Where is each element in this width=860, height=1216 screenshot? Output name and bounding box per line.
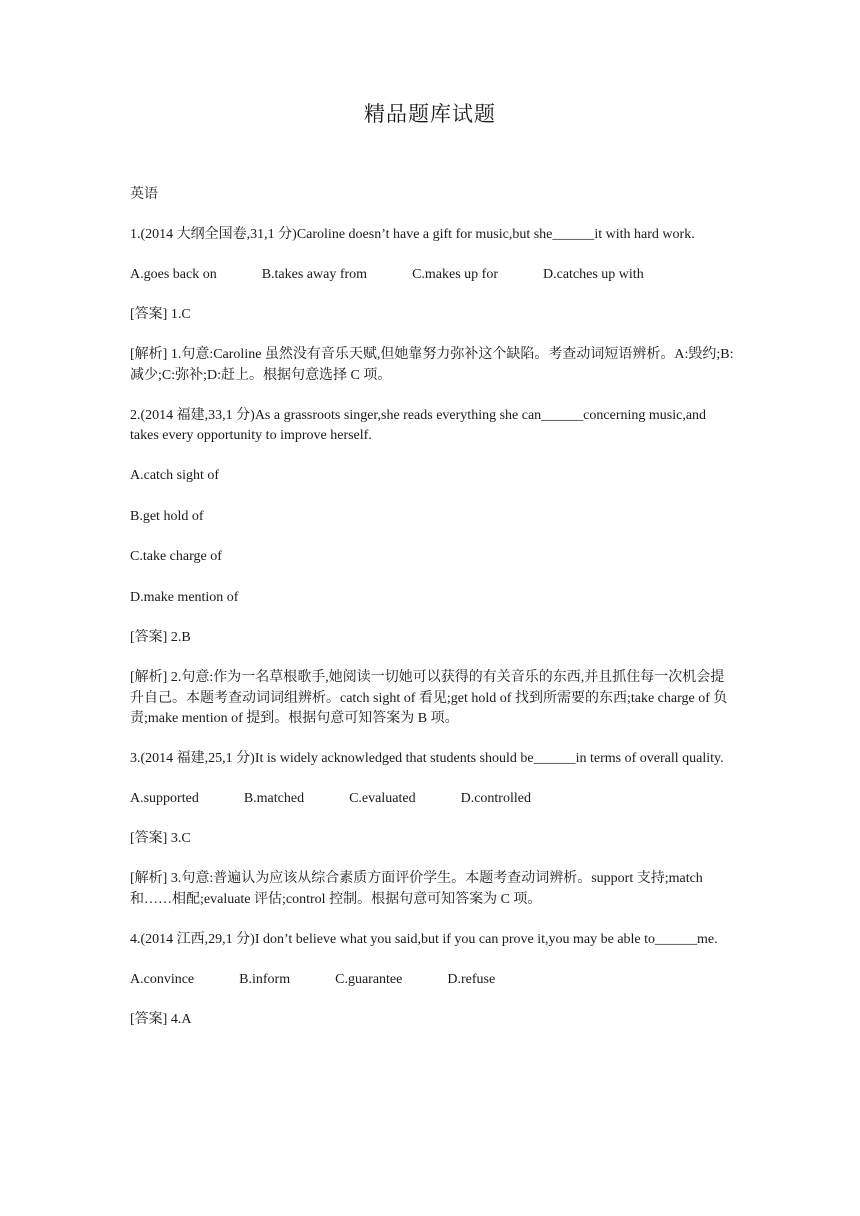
option-d: D.make mention of [130,589,239,605]
question-3-analysis: [解析] 3.句意:普遍认为应该从综合素质方面评价学生。本题考查动词辨析。support 支持;match 和……相配;evaluate 评估;control 控制。根据句意可知答案为 C 项。 [130,871,703,907]
question-3-options [130,789,736,810]
option-c: C.evaluated [349,791,416,806]
question-2-analysis: [解析] 2.句意:作为一名草根歌手,她阅读一切她可以获得的有关音乐的东西,并且抓住每一次机会提升自己。本题考查动词词组辨析。catch sight of 看见;get hold of 找到所需要的东西;take charge of 负责;make mention of 提到。根据句意可知答案为 B 项。 [130,670,728,726]
question-3-stem: 3.(2014 福建,25,1 分)It is widely acknowledged that students should be______in terms of overall quality. [130,751,724,766]
page-title: 精品题库试题 [364,102,496,126]
question-2-answer: [答案] 2.B [130,630,191,645]
option-b: B.get hold of [130,508,204,524]
question-4-options [130,970,736,991]
option-d: D.controlled [460,791,531,806]
question-4-answer: [答案] 4.A [130,1011,192,1027]
question-1-stem: 1.(2014 大纲全国卷,31,1 分)Caroline doesn’t have a gift for music,but she______it with hard work. [130,227,695,242]
option-a: A.goes back on [130,267,217,282]
question-1-options [130,265,736,286]
option-b: B.inform [239,971,291,987]
question-4-stem: 4.(2014 江西,29,1 分)I don’t believe what you said,but if you can prove it,you may be able to______me. [130,931,718,947]
option-b: B.takes away from [261,267,368,282]
question-2-stem: 2.(2014 福建,33,1 分)As a grassroots singer,she reads everything she can______concerning music,and takes every opportunity to improve herself. [130,407,707,443]
document-body [130,185,736,1050]
option-d: D.refuse [447,971,496,987]
question-1-analysis: [解析] 1.句意:Caroline 虽然没有音乐天赋,但她靠努力弥补这个缺陷。考查动词短语辨析。A:毁约;B:减少;C:弥补;D:赶上。根据句意选择 C 项。 [130,347,734,383]
question-3-answer: [答案] 3.C [130,831,191,846]
option-b: B.matched [243,791,305,806]
option-a: A.catch sight of [130,468,220,483]
option-a: A.supported [130,791,199,806]
option-c: C.makes up for [412,267,498,282]
option-c: C.take charge of [130,549,222,564]
option-a: A.convince [130,971,195,987]
question-1-answer: [答案] 1.C [130,307,191,322]
option-d: D.catches up with [543,267,644,282]
option-c: C.guarantee [335,971,403,987]
subject-label: 英语 [130,187,158,202]
